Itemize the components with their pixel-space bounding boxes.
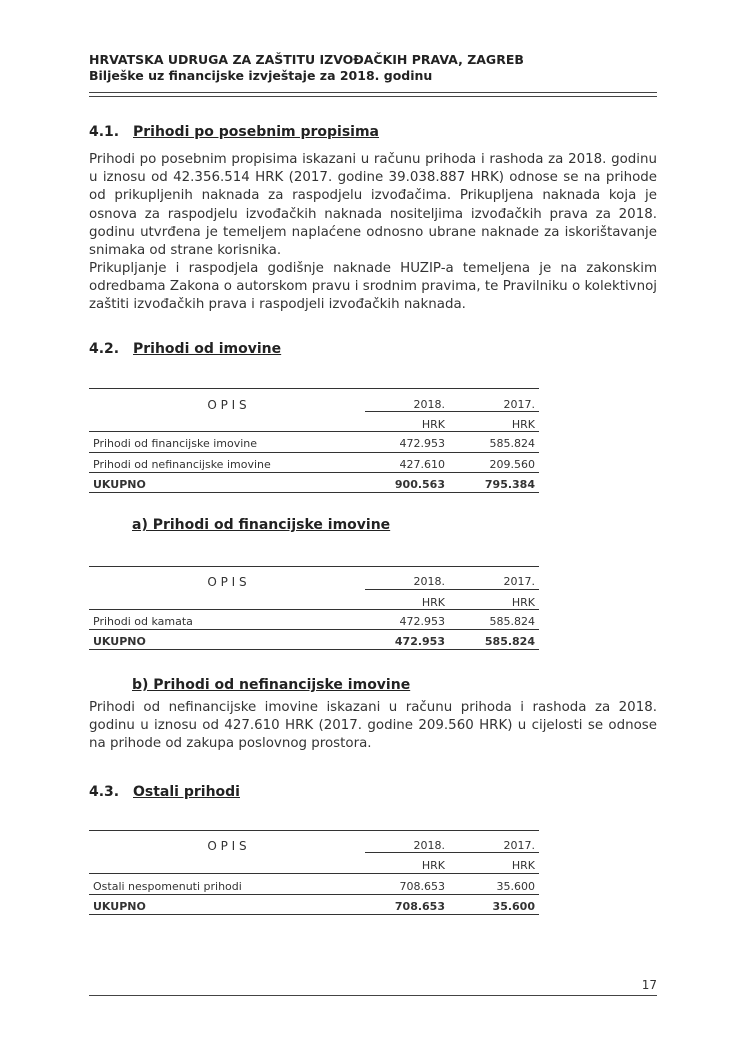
header-year-rule — [365, 411, 539, 412]
table-total-value-2017: 585.824 — [484, 635, 535, 648]
table-row-value-2017: 585.824 — [489, 615, 535, 628]
header-bottom-rule — [89, 609, 539, 610]
section-number: 4.2. — [89, 341, 120, 357]
table-total-label: UKUPNO — [93, 635, 146, 648]
footer-rule — [89, 995, 657, 996]
table-total-value-2017: 795.384 — [484, 478, 535, 491]
row-rule — [89, 472, 539, 473]
column-currency-2017: HRK — [511, 596, 535, 609]
section-4-1-paragraph-1: Prihodi po posebnim propisima iskazani u računu prihoda i rashoda za 2018. godinu u iznosu od 42.356.514 HRK (2017. godine 39.038.887 HRK) odnose se na prihode od prikupljenih naknada za raspodjelu izvođačima. Prikupljena naknada koja je osnova za raspodjelu izvođačkih naknada nositeljima izvođačkih prava za 2018. godinu utvrđena je temeljem naplaćene odnosno ubrane naknade za iskorištavanje snimaka od strane korisnika. — [89, 152, 657, 259]
row-rule — [89, 894, 539, 895]
table-row-value-2017: 35.600 — [496, 880, 535, 893]
header-bottom-rule — [89, 873, 539, 874]
table-prihodi-od-financijske-imovine — [89, 566, 539, 656]
table-total-label: UKUPNO — [93, 478, 146, 491]
table-total-label: UKUPNO — [93, 900, 146, 913]
subsection-b-paragraph: Prihodi od nefinancijske imovine iskazani u računu prihoda i rashoda za 2018. godinu u iznosu od 427.610 HRK (2017. godine 209.560 HRK) u cijelosti se odnose na prihode od zakupa poslovnog prostora. — [89, 700, 657, 752]
header-year-rule — [365, 852, 539, 853]
header-rule — [89, 92, 657, 93]
table-row-value-2017: 209.560 — [489, 458, 535, 471]
table-row-value-2018: 472.953 — [399, 437, 445, 450]
table-top-rule — [89, 388, 539, 389]
subsection-a-heading — [132, 517, 390, 533]
column-header-2018: 2018. — [413, 575, 445, 588]
table-total-value-2018: 708.653 — [394, 900, 445, 913]
column-header-2017: 2017. — [503, 575, 535, 588]
column-currency-2018: HRK — [421, 596, 445, 609]
table-row-label: Ostali nespomenuti prihodi — [93, 880, 242, 893]
table-total-value-2018: 900.563 — [394, 478, 445, 491]
header-year-rule — [365, 589, 539, 590]
column-header-2017: 2017. — [503, 839, 535, 852]
column-currency-2018: HRK — [421, 859, 445, 872]
section-number: 4.3. — [89, 784, 120, 800]
subsection-title: b) Prihodi od nefinancijske imovine — [132, 677, 411, 693]
section-title: Prihodi po posebnim propisima — [133, 124, 380, 140]
header-subtitle: Bilješke uz financijske izvještaje za 2018. godinu — [89, 68, 433, 83]
table-row-label: Prihodi od kamata — [93, 615, 193, 628]
section-4-1-heading — [89, 124, 379, 140]
header-organization: HRVATSKA UDRUGA ZA ZAŠTITU IZVOĐAČKIH PRAVA, ZAGREB — [89, 52, 524, 67]
subsection-title: a) Prihodi od financijske imovine — [132, 517, 391, 533]
table-bottom-rule — [89, 492, 539, 493]
column-currency-2018: HRK — [421, 418, 445, 431]
section-4-2-heading — [89, 341, 281, 357]
table-total-value-2018: 472.953 — [394, 635, 445, 648]
column-header-2017: 2017. — [503, 398, 535, 411]
header-rule-double — [89, 96, 657, 97]
section-4-1-paragraph-2: Prikupljanje i raspodjela godišnje naknade HUZIP-a temeljena je na zakonskim odredbama Zakona o autorskom pravu i srodnim pravima, te Pravilniku o kolektivnoj zaštiti izvođačkih prava i raspodjeli izvođačkih naknada. — [89, 261, 657, 313]
column-header-2018: 2018. — [413, 839, 445, 852]
table-row-value-2018: 472.953 — [399, 615, 445, 628]
section-title: Ostali prihodi — [133, 784, 240, 800]
column-currency-2017: HRK — [511, 418, 535, 431]
table-row-value-2017: 585.824 — [489, 437, 535, 450]
table-row-label: Prihodi od nefinancijske imovine — [93, 458, 271, 471]
table-bottom-rule — [89, 914, 539, 915]
section-number: 4.1. — [89, 124, 120, 140]
row-rule — [89, 452, 539, 453]
table-prihodi-od-imovine — [89, 388, 539, 498]
row-rule — [89, 629, 539, 630]
column-currency-2017: HRK — [511, 859, 535, 872]
table-total-value-2017: 35.600 — [492, 900, 535, 913]
column-header-opis: O P I S — [207, 575, 247, 589]
subsection-b-heading — [132, 677, 410, 693]
page-header — [89, 52, 524, 84]
table-row-label: Prihodi od financijske imovine — [93, 437, 258, 450]
column-header-opis: O P I S — [207, 839, 247, 853]
column-header-2018: 2018. — [413, 398, 445, 411]
table-ostali-prihodi — [89, 830, 539, 920]
section-4-3-heading — [89, 784, 240, 800]
table-bottom-rule — [89, 649, 539, 650]
table-top-rule — [89, 566, 539, 567]
table-row-value-2018: 708.653 — [399, 880, 445, 893]
section-title: Prihodi od imovine — [133, 341, 282, 357]
table-row-value-2018: 427.610 — [399, 458, 445, 471]
header-bottom-rule — [89, 431, 539, 432]
table-top-rule — [89, 830, 539, 831]
column-header-opis: O P I S — [207, 398, 247, 412]
page-number: 17 — [641, 978, 657, 992]
